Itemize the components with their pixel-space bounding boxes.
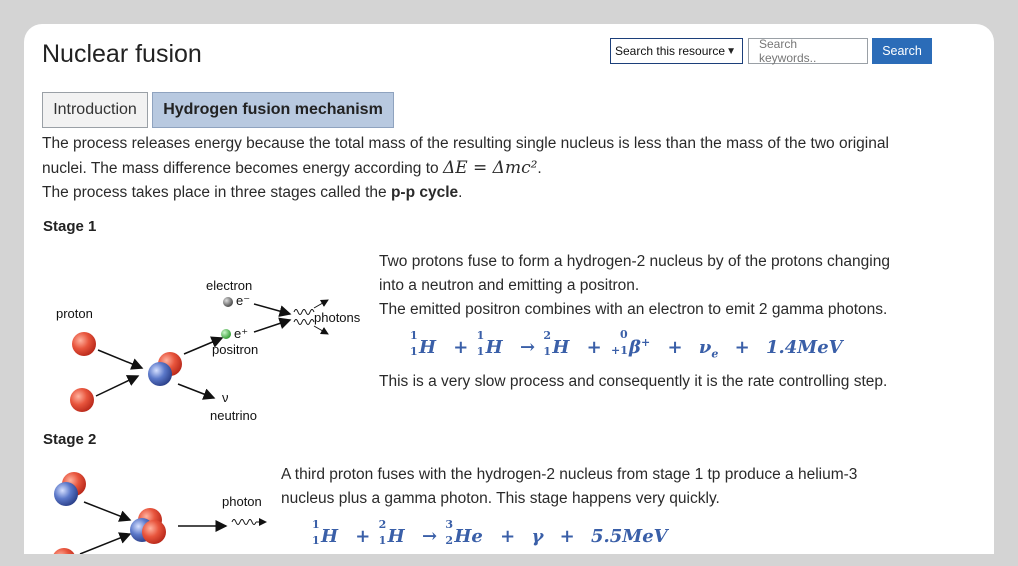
stage-2-equation: H 1 1 + H 2 1 → He 3 2 + γ + 5.5MeV xyxy=(312,518,668,547)
arrow xyxy=(80,534,130,554)
search-input[interactable] xyxy=(748,38,868,64)
arrow xyxy=(254,304,290,314)
photon-wave-icon xyxy=(294,320,314,325)
search-placeholder: Search keywords.. xyxy=(759,37,817,65)
page-title: Nuclear fusion xyxy=(42,40,202,68)
pp-cycle-term: p-p cycle xyxy=(390,184,459,201)
electron-particle xyxy=(223,297,233,307)
positron-symbol: e⁺ xyxy=(234,326,249,341)
proton-particle xyxy=(72,332,96,356)
stage-2-diagram xyxy=(38,460,278,554)
intro-line-3-end: . xyxy=(458,184,463,201)
neutron-particle xyxy=(54,482,78,506)
search-scope-label: Search this resource xyxy=(615,44,726,58)
photon-wave-icon xyxy=(294,310,314,315)
photons-label: photons xyxy=(314,310,361,325)
arrow xyxy=(98,350,142,368)
stage-2-line-2: nucleus plus a gamma photon. This stage happens very quickly. xyxy=(281,490,720,507)
intro-line-3 xyxy=(42,181,942,205)
intro-line-2 xyxy=(42,156,942,181)
stage-1-line-4: This is a very slow process and consequently it is the rate controlling step. xyxy=(379,373,888,390)
proton-particle xyxy=(142,520,166,544)
stage-2-line-1: A third proton fuses with the hydrogen-2 nucleus from stage 1 tp produce a helium-3 xyxy=(281,466,858,483)
stage-1-line-1: Two protons fuse to form a hydrogen-2 nucleus by of the protons changing xyxy=(379,253,890,270)
photon-label: photon xyxy=(222,494,262,509)
stage-1-line-2: into a neutron and emitting a positron. xyxy=(379,277,640,294)
stage-1-heading: Stage 1 xyxy=(43,218,97,235)
arrow xyxy=(314,326,328,334)
photon-wave-icon xyxy=(232,520,256,525)
stage-1-equation: H 1 1 + H 1 1 → H 2 1 + β+ 0 +1 + $\nu_e + 1.4MeV$ xyxy=(410,328,843,361)
stage-1-text xyxy=(379,250,890,322)
outer-frame xyxy=(10,10,1008,556)
proton-particle xyxy=(52,548,76,554)
intro-line-2-text: nuclei. The mass difference becomes energy according to xyxy=(42,160,443,177)
chevron-down-icon: ▼ xyxy=(726,45,736,57)
arrow xyxy=(96,376,138,396)
neutrino-symbol: ν xyxy=(222,390,229,405)
neutrino-label: neutrino xyxy=(210,408,257,420)
stage-2-heading: Stage 2 xyxy=(43,431,97,448)
stage-2-energy: 5.5MeV xyxy=(590,526,668,547)
electron-label: electron xyxy=(206,278,253,293)
search-scope-select[interactable] xyxy=(610,38,743,64)
intro-line-2-end: . xyxy=(537,160,542,177)
positron-label: positron xyxy=(212,342,259,357)
stage-1-diagram xyxy=(38,250,368,420)
stage-2-text xyxy=(281,463,857,511)
tab-hydrogen-fusion-mechanism[interactable]: Hydrogen fusion mechanism xyxy=(152,92,394,128)
electron-symbol: e⁻ xyxy=(236,293,251,308)
intro-line-3-text: The process takes place in three stages called the xyxy=(42,184,391,201)
content-card xyxy=(24,24,994,554)
intro-paragraph xyxy=(42,132,942,205)
arrow xyxy=(178,384,214,398)
arrow xyxy=(84,502,130,520)
arrow xyxy=(254,320,290,332)
arrow xyxy=(314,300,328,308)
proton-particle xyxy=(70,388,94,412)
intro-line-1: The process releases energy because the total mass of the resulting single nucleus is less than the mass of the two original xyxy=(42,135,889,152)
neutron-particle xyxy=(148,362,172,386)
stage-1-energy: 1.4MeV xyxy=(765,337,843,358)
stage-1-line-3: The emitted positron combines with an electron to emit 2 gamma photons. xyxy=(379,301,888,318)
mass-energy-equation: ΔE = Δmc² xyxy=(442,158,538,178)
positron-particle xyxy=(221,329,231,339)
proton-label: proton xyxy=(56,306,93,321)
search-button[interactable]: Search xyxy=(872,38,932,64)
tab-introduction[interactable]: Introduction xyxy=(42,92,148,128)
